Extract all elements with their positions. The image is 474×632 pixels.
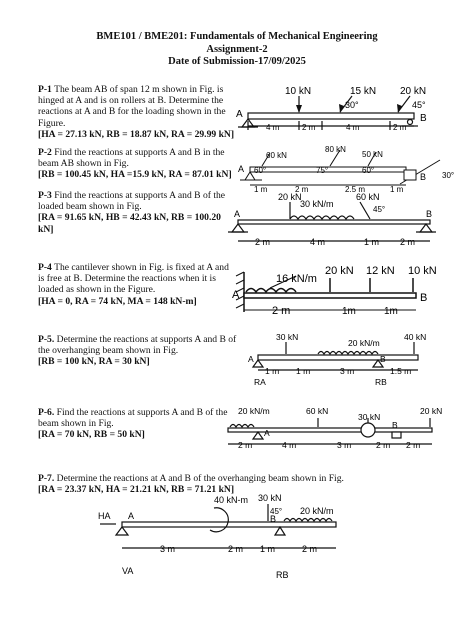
problem-id: P-1 [38, 84, 52, 95]
reaction-label: RB [276, 570, 289, 580]
point-label: A [236, 109, 243, 120]
load-label: 30 kN [258, 493, 282, 503]
reaction-label: RB [375, 377, 387, 387]
dimension-label: 2 m [400, 237, 416, 247]
point-label: A [238, 164, 245, 174]
problem-id: P-7. [38, 473, 55, 484]
dimension-label: 2 m [302, 123, 316, 132]
problem-answer: [RA = 91.65 kN, HB = 42.43 kN, RB = 100.20 kN] [38, 212, 221, 235]
problem-id: P-6. [38, 407, 55, 418]
reaction-label: RA [254, 377, 266, 387]
point-label: B [420, 172, 427, 182]
dimension-label: 1m [384, 306, 398, 317]
problem-answer: [RA = 70 kN, RB = 50 kN] [38, 429, 145, 441]
submission-date: Date of Submission-17/09/2025 [168, 56, 306, 67]
load-label: 30 kN [276, 332, 299, 342]
point-label: B [392, 420, 398, 430]
problem-text: Find the reactions at supports A and B in the beam AB shown in Fig. [38, 147, 225, 170]
problem-text: The cantilever shown in Fig. is fixed at A and is free at B. Determine the reactions when it is loaded as shown in the Figure. [38, 262, 229, 296]
dimension-label: 3 m [337, 440, 352, 450]
point-label: B [426, 209, 433, 219]
load-label: 20 kN/m [348, 338, 380, 348]
angle-label: 45° [412, 100, 426, 110]
distributed-load-icon [284, 519, 332, 522]
dimension-label: 2.5 m [345, 185, 366, 194]
problem-answer: [RB = 100.45 kN, HA =15.9 kN, RA = 87.01 kN] [38, 169, 232, 181]
dimension-label: 1m [342, 306, 356, 317]
load-label: 30 kN [358, 412, 381, 422]
load-label: 15 kN [350, 86, 377, 97]
load-label: 16 kN/m [276, 273, 317, 285]
dimension-label: 2 m [228, 544, 244, 554]
dimension-label: 1 m [390, 185, 404, 194]
problem-text: Determine the reactions at A and B of the overhanging beam shown in Fig. [56, 473, 344, 484]
load-label: HA [98, 511, 111, 521]
load-label: 20 kN/m [238, 406, 270, 416]
dimension-label: 1 m [265, 366, 280, 376]
point-label: B [380, 354, 386, 364]
problem-id: P-2 [38, 147, 52, 158]
problem-text: Find the reactions at supports A and B of the loaded beam shown in Fig. [38, 190, 226, 213]
dimension-label: 3 m [160, 544, 176, 554]
point-label: A [232, 289, 240, 301]
dimension-label: 1 m [254, 185, 268, 194]
dimension-label: 4 m [346, 123, 360, 132]
assignment-title: Assignment-2 [206, 44, 268, 55]
dimension-label: 2 m [272, 305, 291, 317]
point-label: A [248, 354, 254, 364]
angle-label: 60° [362, 166, 375, 175]
angle-label: 45° [373, 205, 386, 214]
point-label: B [420, 113, 427, 124]
problem-id: P-3 [38, 190, 52, 201]
dimension-label: 4 m [310, 237, 326, 247]
load-label: 40 kN [404, 332, 427, 342]
problem-answer: [RA = 23.37 kN, HA = 21.21 kN, RB = 71.21 kN] [38, 484, 235, 496]
point-label: A [234, 209, 241, 219]
problem-id: P-4 [38, 262, 52, 273]
point-label: A [264, 428, 270, 438]
angle-label: 30° [442, 171, 455, 180]
load-label: 20 kN [278, 192, 302, 202]
load-label: 12 kN [366, 265, 395, 277]
dimension-label: 4 m [282, 440, 297, 450]
dimension-label: 2 m [406, 440, 421, 450]
dimension-label: 2 m [295, 185, 309, 194]
beam [122, 522, 336, 527]
problem-text: Find the reactions at supports A and B of the beam shown in Fig. [38, 407, 228, 430]
dimension-label: 3 m [340, 366, 355, 376]
angle-label: 45° [270, 507, 283, 516]
load-label: 50 kN [362, 150, 383, 159]
load-label: 80 kN [325, 145, 346, 154]
problem-answer: [HA = 27.13 kN, RB = 18.87 kN, RA = 29.99 kN] [38, 128, 235, 140]
load-label: 20 kN [400, 86, 427, 97]
course-title: BME101 / BME201: Fundamentals of Mechanical Engineering [96, 31, 378, 42]
dimension-label: 2 m [255, 237, 271, 247]
load-label: 20 kN [420, 406, 443, 416]
reaction-label: VA [122, 566, 134, 576]
dimension-label: 2 m [376, 440, 391, 450]
load-label: 20 kN/m [300, 506, 334, 516]
hinge-support-icon [116, 527, 128, 535]
load-label: 20 kN [325, 265, 354, 277]
load-label: 60 kN [356, 192, 380, 202]
load-label: 60 kN [306, 406, 329, 416]
angle-label: 30° [345, 100, 359, 110]
dimension-label: 2 m [393, 123, 407, 132]
dimension-label: 2 m [238, 440, 253, 450]
point-label: B [270, 514, 277, 524]
dimension-label: 4 m [266, 123, 280, 132]
load-label: 60 kN [266, 151, 287, 160]
moment-icon [210, 508, 228, 532]
dimension-label: 2 m [302, 544, 318, 554]
load-label: 10 kN [285, 86, 312, 97]
angle-label: 60° [254, 166, 267, 175]
problem-answer: [RB = 100 kN, RA = 30 kN] [38, 356, 150, 368]
dimension-label: 1.5 m [390, 366, 412, 376]
dimension-label: 1 m [364, 237, 380, 247]
problem-id: P-5. [38, 334, 55, 345]
dimension-label: 1 m [260, 544, 276, 554]
load-label: 40 kN-m [214, 495, 249, 505]
problem-answer: [HA = 0, RA = 74 kN, MA = 148 kN-m] [38, 295, 197, 307]
problem-text: The beam AB of span 12 m shown in Fig. is hinged at A and is on rollers at B. Determine the reactions at A and B for the loading shown in the Figure. [38, 84, 226, 129]
dimension-label: 1 m [296, 366, 311, 376]
hinge-support-icon [275, 527, 285, 535]
angle-label: 75° [316, 166, 329, 175]
load-label: 10 kN [408, 265, 437, 277]
load-label: 30 kN/m [300, 199, 334, 209]
problem-text: Determine the reactions at supports A and B of the overhanging beam shown in Fig. [38, 334, 237, 357]
point-label: B [420, 292, 428, 304]
point-label: A [128, 511, 135, 521]
